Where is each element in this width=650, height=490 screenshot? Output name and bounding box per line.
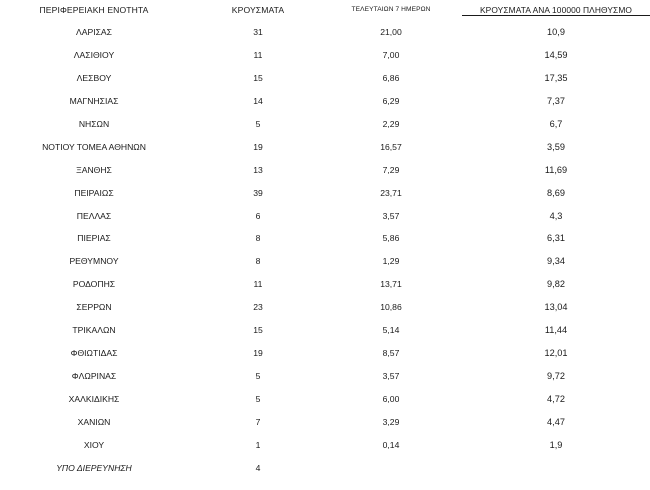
table-row [0,69,650,92]
cases-cell: 5 [255,371,261,382]
region-cell: ΦΛΩΡΙΝΑΣ [71,371,117,382]
region-cell: ΡΕΘΥΜΝΟΥ [69,256,119,267]
table-row [0,390,650,413]
table-row [0,161,650,184]
per-100k-cell: 12,01 [544,348,568,359]
region-cell: ΞΑΝΘΗΣ [76,164,112,175]
region-cell: ΦΘΙΩΤΙΔΑΣ [70,348,118,359]
header-last-7-days: ΤΕΛΕΥΤΑΙΩΝ 7 ΗΜΕΡΩΝ [351,6,431,13]
last-7-days-cell: 6,86 [382,72,400,83]
region-cell: ΜΑΓΝΗΣΙΑΣ [69,95,119,106]
header-region: ΠΕΡΙΦΕΡΕΙΑΚΗ ΕΝΟΤΗΤΑ [39,5,149,15]
last-7-days-cell: 8,57 [382,348,400,359]
region-cell: ΥΠΟ ΔΙΕΡΕΥΝΗΣΗ [56,462,132,473]
table-row [0,23,650,46]
table-row [0,252,650,275]
table-body [0,23,650,482]
last-7-days-cell: 7,29 [382,164,400,175]
table-row [0,138,650,161]
region-cell: ΠΕΙΡΑΙΩΣ [74,187,114,198]
region-cell: ΝΟΤΙΟΥ ΤΟΜΕΑ ΑΘΗΝΩΝ [42,141,146,152]
per-100k-cell: 10,9 [547,27,565,37]
last-7-days-cell: 10,86 [380,302,402,313]
last-7-days-cell: 5,14 [382,325,400,336]
last-7-days-cell: 13,71 [380,279,402,290]
per-100k-cell: 11,69 [544,164,568,175]
per-100k-cell: 17,35 [544,72,568,83]
header-cases-per-100k: ΚΡΟΥΣΜΑΤΑ ΑΝΑ 100000 ΠΛΗΘΥΣΜΟ [479,5,633,15]
per-100k-cell: 14,59 [544,49,568,60]
region-cell: ΣΕΡΡΩΝ [76,302,112,313]
region-cell: ΠΙΕΡΙΑΣ [77,233,111,244]
cases-cell: 8 [255,256,261,267]
header-cases: ΚΡΟΥΣΜΑΤΑ [231,5,285,15]
last-7-days-cell: 23,71 [380,187,402,198]
cases-cell: 7 [255,416,261,427]
per-100k-cell: 8,69 [547,187,565,198]
cases-cell: 5 [255,118,261,129]
cases-cell: 31 [253,27,263,37]
per-100k-cell: 11,44 [544,325,568,336]
last-7-days-cell: 2,29 [382,118,400,129]
last-7-days-cell: 6,00 [382,394,400,404]
table-row [0,92,650,115]
region-cell: ΡΟΔΟΠΗΣ [72,279,116,290]
table-row [0,184,650,207]
last-7-days-cell: 7,00 [382,49,400,60]
per-100k-cell: 9,82 [547,279,565,290]
table-row [0,275,650,298]
per-100k-cell: 3,59 [547,141,565,152]
table-row [0,298,650,321]
cases-cell: 5 [255,394,261,404]
cases-cell: 19 [253,141,263,152]
per-100k-cell: 4,72 [547,394,565,404]
last-7-days-cell: 3,57 [382,210,400,221]
table-row-under-investigation [0,459,650,482]
cases-cell: 6 [255,210,261,221]
per-100k-cell: 1,9 [549,439,563,450]
region-cell: ΠΕΛΛΑΣ [76,210,112,221]
cases-cell: 15 [253,72,263,83]
cases-cell: 15 [253,325,263,336]
region-cell: ΧΑΝΙΩΝ [77,416,111,427]
per-100k-cell: 9,72 [547,371,565,382]
table-row [0,436,650,459]
last-7-days-cell: 5,86 [382,233,400,244]
per-100k-cell: 7,37 [547,95,565,106]
last-7-days-cell: 16,57 [380,141,402,152]
per-100k-cell: 13,04 [544,302,568,313]
table-row [0,46,650,69]
per-100k-cell: 4,3 [549,210,563,221]
last-7-days-cell: 6,29 [382,95,400,106]
region-cell: ΧΙΟΥ [83,439,105,450]
cases-cell: 1 [255,439,261,450]
cases-cell: 23 [253,302,263,313]
region-cell: ΛΑΡΙΣΑΣ [76,27,112,37]
table-row [0,229,650,252]
last-7-days-cell: 3,57 [382,371,400,382]
table-row [0,115,650,138]
last-7-days-cell: 1,29 [382,256,400,267]
table-row [0,367,650,390]
cases-cell: 11 [253,49,263,60]
table-row [0,321,650,344]
cases-cell: 11 [253,279,263,290]
region-cell: ΛΕΣΒΟΥ [76,72,112,83]
cases-cell: 13 [253,164,263,175]
header-underline [462,15,650,16]
table-row [0,207,650,230]
cases-cell: 14 [253,95,263,106]
per-100k-cell: 6,31 [547,233,565,244]
table-row [0,344,650,367]
cases-cell: 4 [255,462,261,473]
region-cell: ΧΑΛΚΙΔΙΚΗΣ [68,394,120,404]
per-100k-cell: 4,47 [547,416,565,427]
cases-cell: 8 [255,233,261,244]
table-row [0,413,650,436]
region-cell: ΛΑΣΙΘΙΟΥ [73,49,115,60]
per-100k-cell: 9,34 [547,256,565,267]
cases-cell: 39 [253,187,263,198]
last-7-days-cell: 0,14 [382,439,400,450]
region-cell: ΝΗΣΩΝ [78,118,110,129]
per-100k-cell: 6,7 [549,118,563,129]
cases-cell: 19 [253,348,263,359]
last-7-days-cell: 21,00 [380,27,402,37]
last-7-days-cell: 3,29 [382,416,400,427]
region-cell: ΤΡΙΚΑΛΩΝ [72,325,116,336]
